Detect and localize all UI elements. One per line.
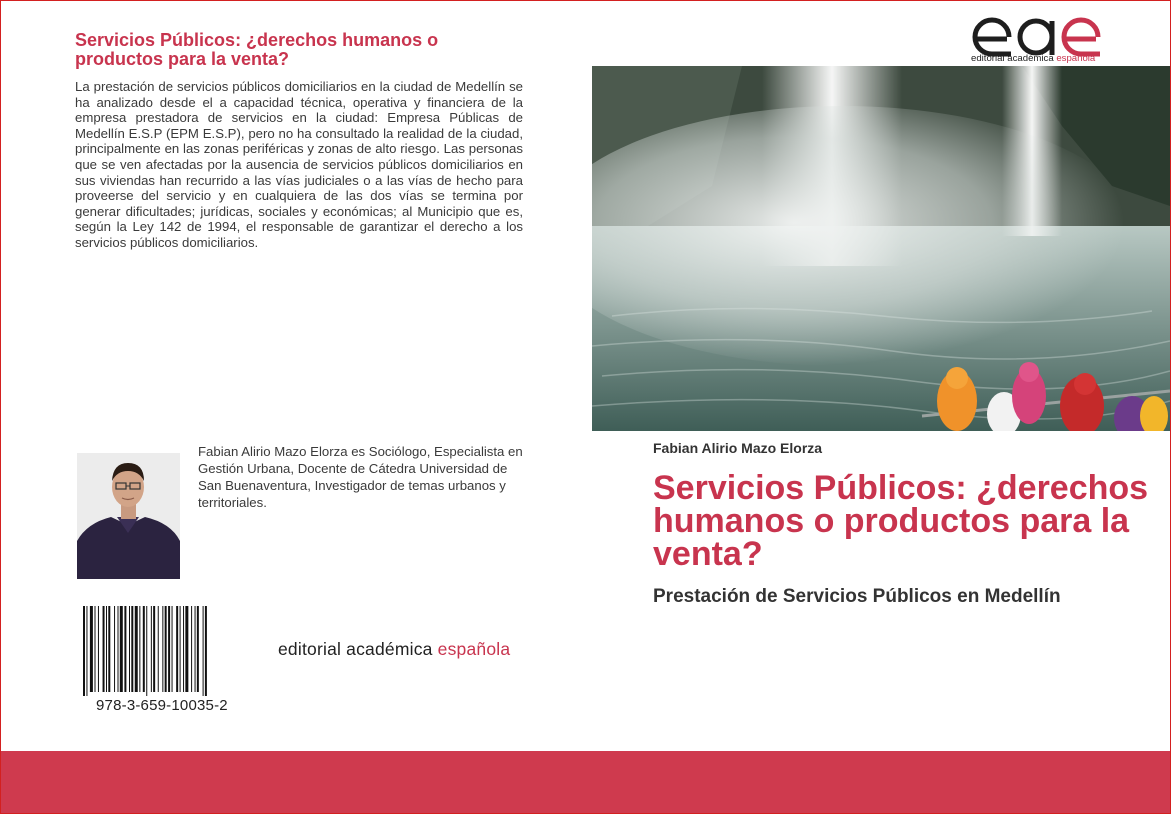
author-bio: Fabian Alirio Mazo Elorza es Sociólogo, Especialista en Gestión Urbana, Docente de Cátedra Universidad de San Buenaventura, Investigador de temas urbanos y territoriales. — [198, 444, 523, 510]
back-cover-blurb: La prestación de servicios públicos domiciliarios en la ciudad de Medellín se ha analizado desde el a capacidad técnica, operativa y financiera de la empresa prestadora de servicios en la ciudad: Empresa Públicas de Medellín E.S.P (EPM E.S.P), pero no ha consultado la realidad de la ciudad, principalmente en las zonas periféricas y zonas de alto riesgo. Las personas que se ven afectadas por la ausencia de servicios públicos domiciliarios en sus viviendas han recurrido a las vías judiciales o a las vías de hecho para proveerse del servicio y en cualquiera de las dos vías se termina por generar dificultades; jurídicas, sociales y económicas; al Municipio que es, según la Ley 142 de 1994, el responsable de garantizar el derecho a los servicios públicos domiciliarios. — [75, 79, 523, 250]
cover-author: Fabian Alirio Mazo Elorza — [653, 440, 823, 456]
logo-text-accent: española — [1056, 53, 1096, 64]
waterfall-photo-image — [592, 66, 1170, 431]
back-cover-title: Servicios Públicos: ¿derechos humanos o productos para la venta? — [75, 30, 439, 69]
footer-color-band — [1, 751, 1170, 813]
back-publisher-accent: española — [437, 639, 511, 659]
back-publisher-name — [278, 639, 510, 660]
author-photo-image — [77, 453, 180, 579]
back-publisher-main: editorial académica — [278, 639, 438, 659]
author-photo — [77, 453, 180, 579]
cover-photo — [592, 66, 1170, 431]
isbn-number: 978-3-659-10035-2 — [96, 697, 228, 714]
logo-text-main: editorial académica — [971, 53, 1057, 64]
cover-title: Servicios Públicos: ¿derechos humanos o productos para la venta? — [653, 469, 1149, 573]
logo-text — [971, 53, 1111, 64]
cover-subtitle: Prestación de Servicios Públicos en Medellín — [653, 586, 1061, 607]
barcode-icon — [81, 606, 247, 696]
